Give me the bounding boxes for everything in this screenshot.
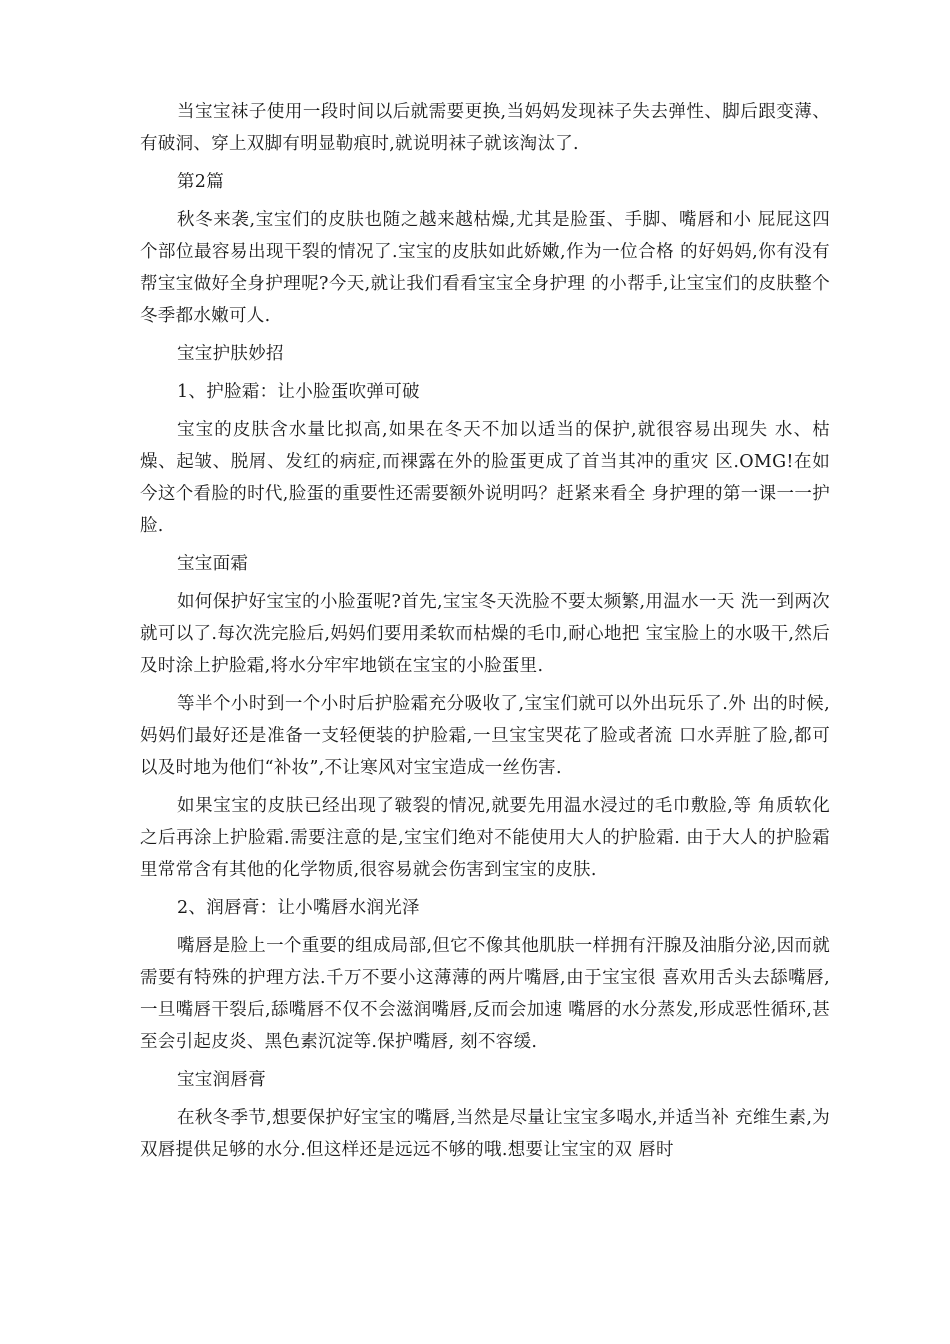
paragraph-skin-moisture: 宝宝的皮肤含水量比拟高,如果在冬天不加以适当的保护,就很容易出现失 水、枯燥、起皱、脱屑、发红的病症,而裸露在外的脸蛋更成了首当其冲的重灾 区.OMG!在如今这个看脸的时代,脸蛋的重要性还需要额外说明吗？赶紧来看全 身护理的第一课一一护脸. xyxy=(140,420,830,536)
paragraph-chapped-skin: 如果宝宝的皮肤已经出现了皲裂的情况,就要先用温水浸过的毛巾敷脸,等 角质软化之后再涂上护脸霜.需要注意的是,宝宝们绝对不能使用大人的护脸霜. 由于大人的护脸霜里常常含有其他的化学物质,很容易就会伤害到宝宝的皮肤. xyxy=(140,796,830,880)
heading-lip-balm: 2、润唇膏：让小嘴唇水润光泽 xyxy=(177,898,420,918)
paragraph-going-out: 等半个小时到一个小时后护脸霜充分吸收了,宝宝们就可以外出玩乐了.外 出的时候,妈妈们最好还是准备一支轻便装的护脸霜,一旦宝宝哭花了脸或者流 口水弄脏了脸,都可以及时地为他们“补妆”,不让寒风对宝宝造成一丝伤害. xyxy=(140,694,830,778)
heading-baby-face-cream: 宝宝面霜 xyxy=(177,554,249,574)
paragraph-lip-care: 嘴唇是脸上一个重要的组成局部,但它不像其他肌肤一样拥有汗腺及油脂分泌,因而就需要有特殊的护理方法.千万不要小这薄薄的两片嘴唇,由于宝宝很 喜欢用舌头去舔嘴唇,一旦嘴唇干裂后,舔嘴唇不仅不会滋润嘴唇,反而会加速 嘴唇的水分蒸发,形成恶性循环,甚至会引起皮炎、黑色素沉淀等.保护嘴唇, 刻不容缓. xyxy=(140,936,830,1052)
paragraph-autumn-winter-intro: 秋冬来袭,宝宝们的皮肤也随之越来越枯燥,尤其是脸蛋、手脚、嘴唇和小 屁屁这四个部位最容易出现干裂的情况了.宝宝的皮肤如此娇嫩,作为一位合格 的好妈妈,你有没有帮宝宝做好全身护理呢?今天,就让我们看看宝宝全身护理 的小帮手,让宝宝们的皮肤整个冬季都水嫩可人. xyxy=(140,210,830,326)
paragraph-sock-replacement: 当宝宝袜子使用一段时间以后就需要更换,当妈妈发现袜子失去弹性、脚后跟变薄、有破洞、穿上双脚有明显勒痕时,就说明袜子就该淘汰了. xyxy=(140,102,830,154)
heading-baby-lip-balm: 宝宝润唇膏 xyxy=(177,1070,266,1090)
paragraph-face-washing: 如何保护好宝宝的小脸蛋呢?首先,宝宝冬天洗脸不要太频繁,用温水一天 洗一到两次就可以了.每次洗完脸后,妈妈们要用柔软而枯燥的毛巾,耐心地把 宝宝脸上的水吸干,然后及时涂上护脸霜,将水分牢牢地锁在宝宝的小脸蛋里. xyxy=(140,592,830,676)
paragraph-lip-hydration: 在秋冬季节,想要保护好宝宝的嘴唇,当然是尽量让宝宝多喝水,并适当补 充维生素,为双唇提供足够的水分.但这样还是远远不够的哦.想要让宝宝的双 唇时 xyxy=(140,1108,830,1160)
heading-skincare-tips: 宝宝护肤妙招 xyxy=(177,344,284,364)
section-heading-part-2: 第2篇 xyxy=(177,172,225,192)
document-body xyxy=(140,96,830,1166)
heading-face-cream: 1、护脸霜：让小脸蛋吹弹可破 xyxy=(177,382,420,402)
